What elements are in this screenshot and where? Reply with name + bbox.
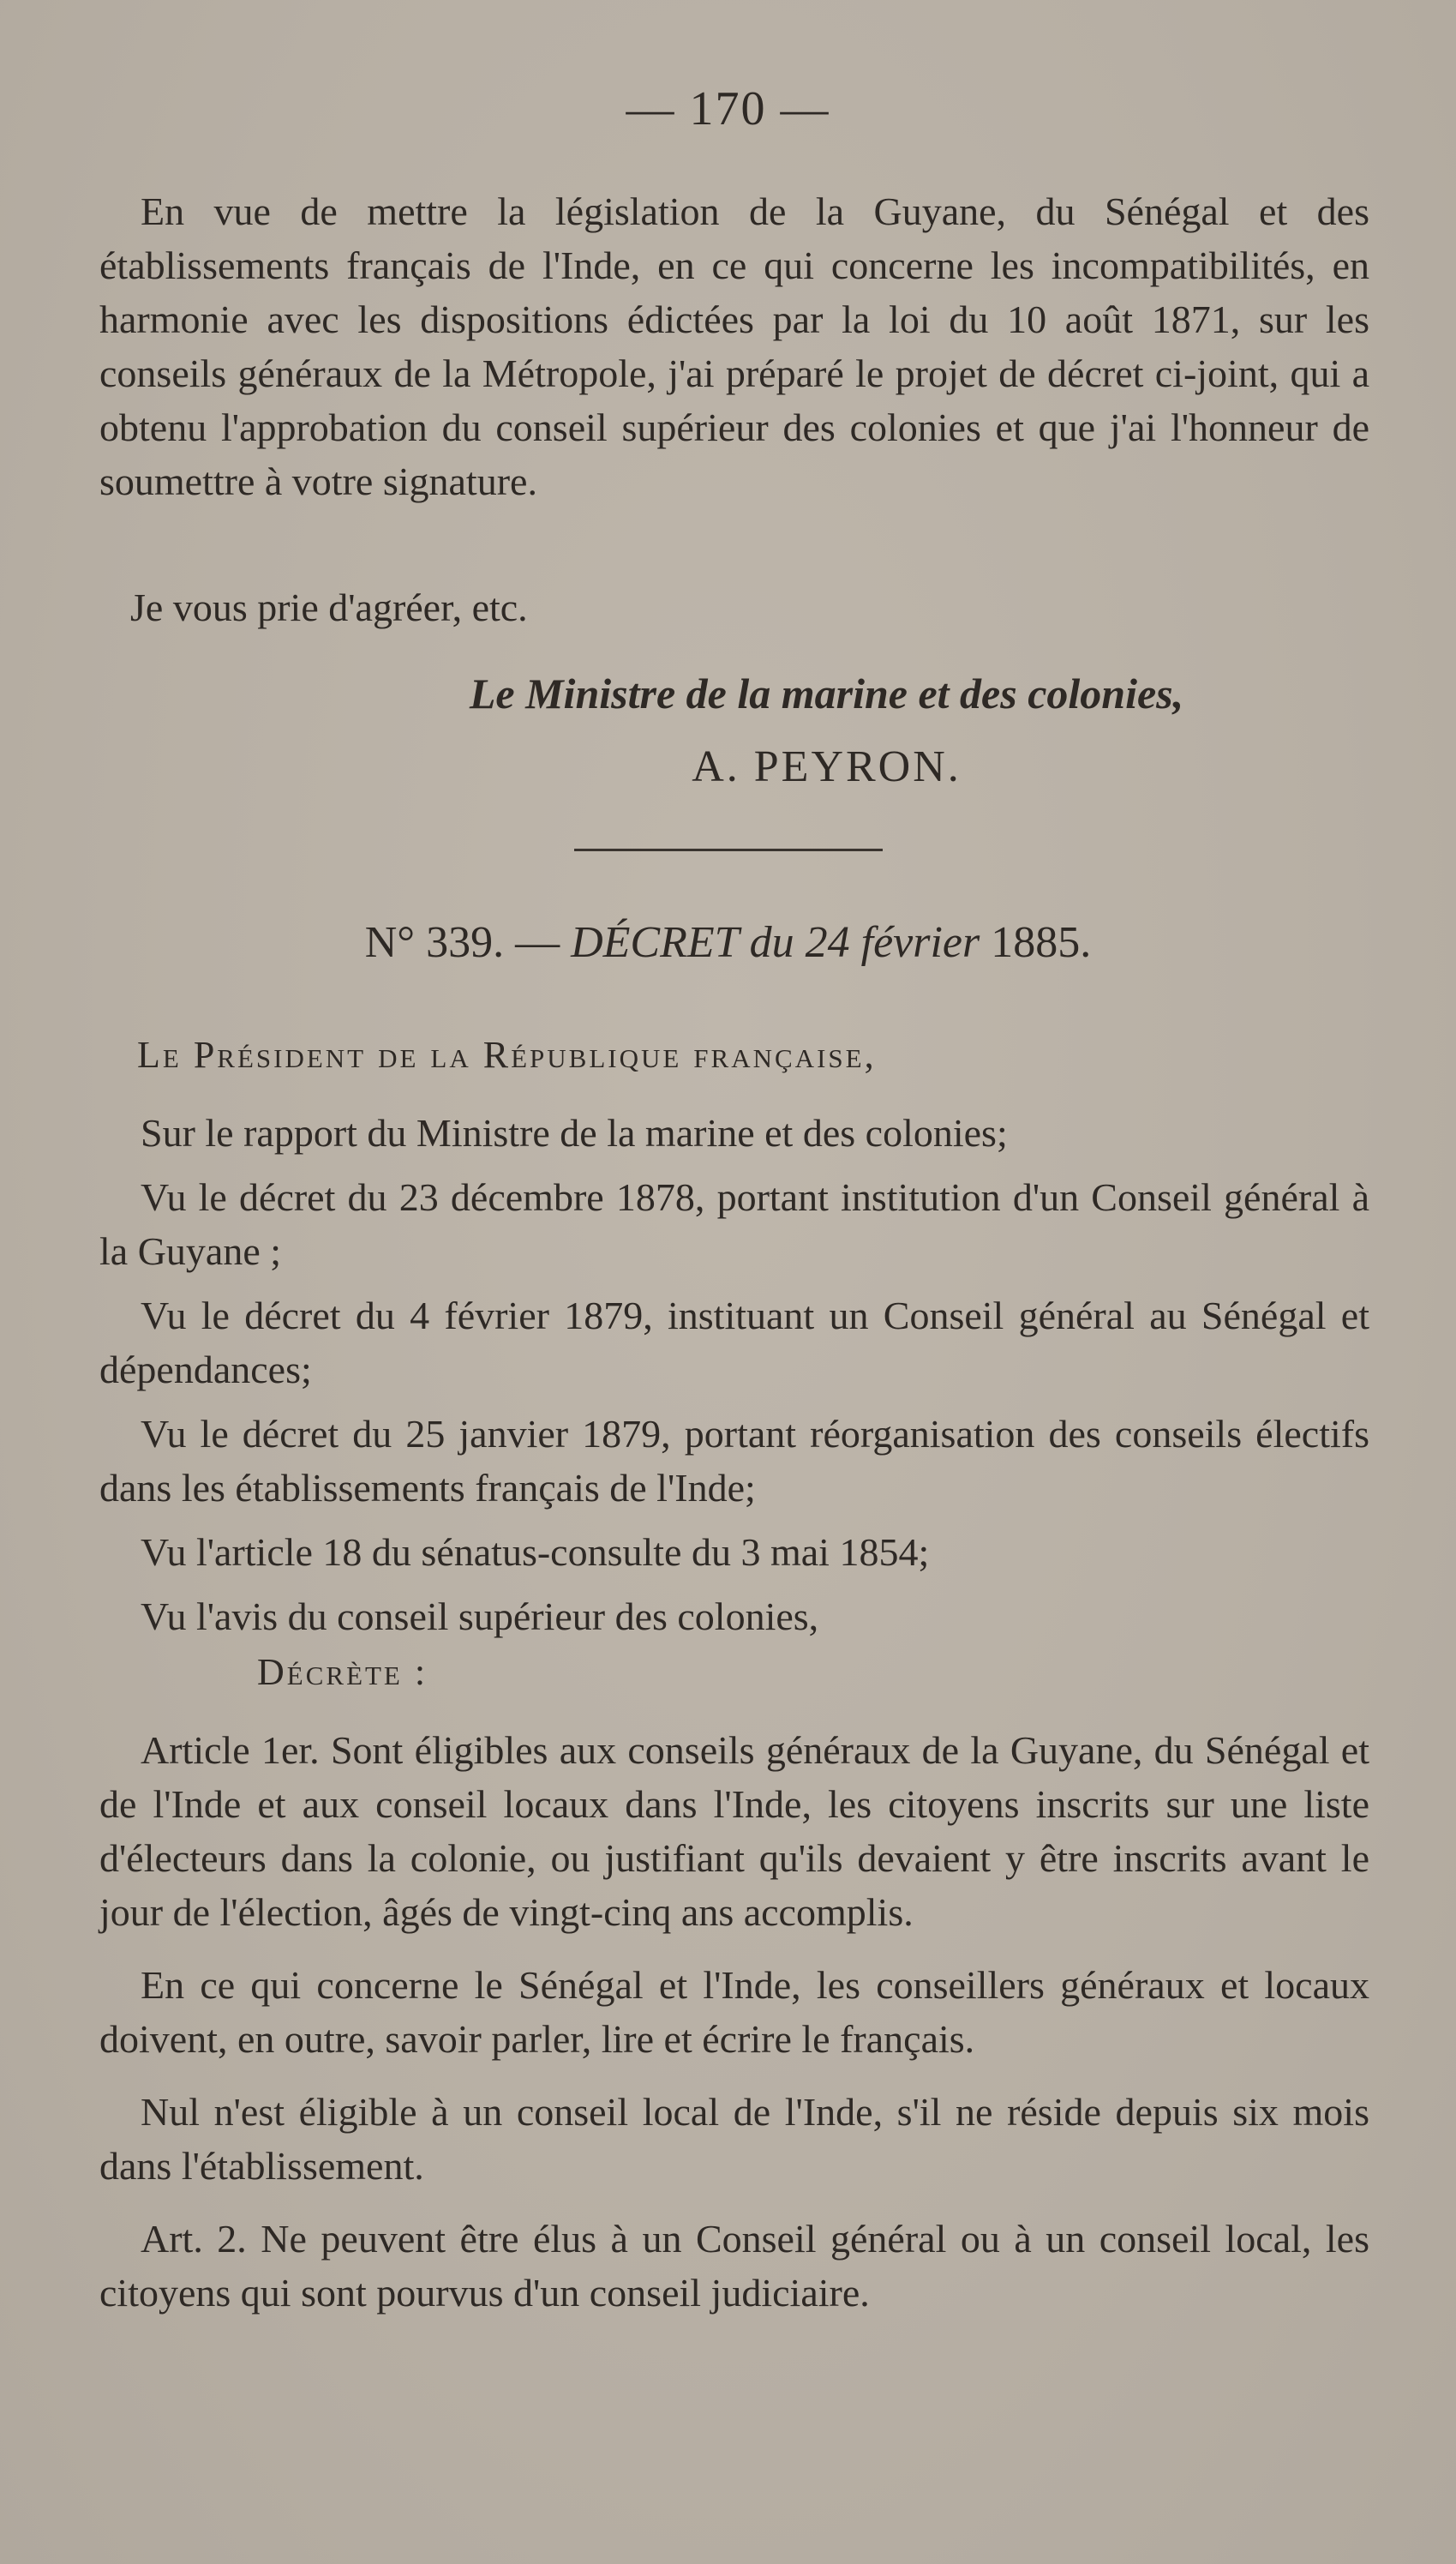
article-paragraph: Nul n'est éligible à un conseil local de l'Inde, s'il ne réside depuis six mois dans l'établissement. (99, 2090, 1369, 2189)
consideration-line: Vu le décret du 4 février 1879, instituant un Conseil général au Sénégal et dépendances; (99, 1294, 1369, 1392)
intro-paragraph-block (99, 184, 1369, 508)
article-paragraph: En ce qui concerne le Sénégal et l'Inde, les conseillers généraux et locaux doivent, en outre, savoir parler, lire et écrire le français. (99, 1963, 1369, 2062)
articles-block (99, 1723, 1369, 2320)
decree-title-italic: DÉCRET du 24 février (571, 918, 980, 967)
consideration-line: Vu le décret du 25 janvier 1879, portant réorganisation des conseils électifs dans les établissements français de l'Inde; (99, 1412, 1369, 1510)
consideration-line: Vu l'avis du conseil supérieur des colonies, (141, 1594, 819, 1639)
consideration-line: Sur le rapport du Ministre de la marine et des colonies; (141, 1111, 1008, 1155)
consideration-line: Vu l'article 18 du sénatus-consulte du 3 mai 1854; (141, 1530, 930, 1575)
intro-paragraph: En vue de mettre la législation de la Guyane, du Sénégal et des établissements français de l'Inde, en ce qui concerne les incompatibilités, en harmonie avec les dispositions édictées par la loi du 10 août 1871, sur les conseils généraux de la Métropole, j'ai préparé le projet de décret ci-joint, qui a obtenu l'approbation du conseil supérieur des colonies et que j'ai l'honneur de soumettre à votre signature. (99, 189, 1369, 504)
signature-name: A. PEYRON. (692, 742, 962, 791)
page-number: — 170 — (626, 82, 830, 135)
article-paragraph: Article 1er. Sont éligibles aux conseils généraux de la Guyane, du Sénégal et de l'Inde et aux conseil locaux dans l'Inde, les citoyens inscrits sur une liste d'électeurs dans la colonie, ou justifiant qu'ils devaient y être inscrits avant le jour de l'élection, âgés de vingt-cinq ans accomplis. (99, 1728, 1369, 1935)
closing-line: Je vous prie d'agréer, etc. (130, 585, 528, 629)
considerations-block (99, 1106, 1369, 1654)
president-heading: Le Président de la République française, (137, 1034, 877, 1076)
section-divider (574, 849, 883, 851)
decree-heading (0, 917, 1456, 968)
decree-number: N° 339. — (364, 918, 560, 967)
decree-year: 1885. (991, 918, 1092, 967)
consideration-line: Vu le décret du 23 décembre 1878, portant institution d'un Conseil général à la Guyane ; (99, 1175, 1369, 1274)
decrete-label: Décrète : (257, 1651, 428, 1693)
signature-title: Le Ministre de la marine et des colonies, (469, 670, 1184, 718)
article-paragraph: Art. 2. Ne peuvent être élus à un Conseil général ou à un conseil local, les citoyens qui sont pourvus d'un conseil judiciaire. (99, 2217, 1369, 2315)
